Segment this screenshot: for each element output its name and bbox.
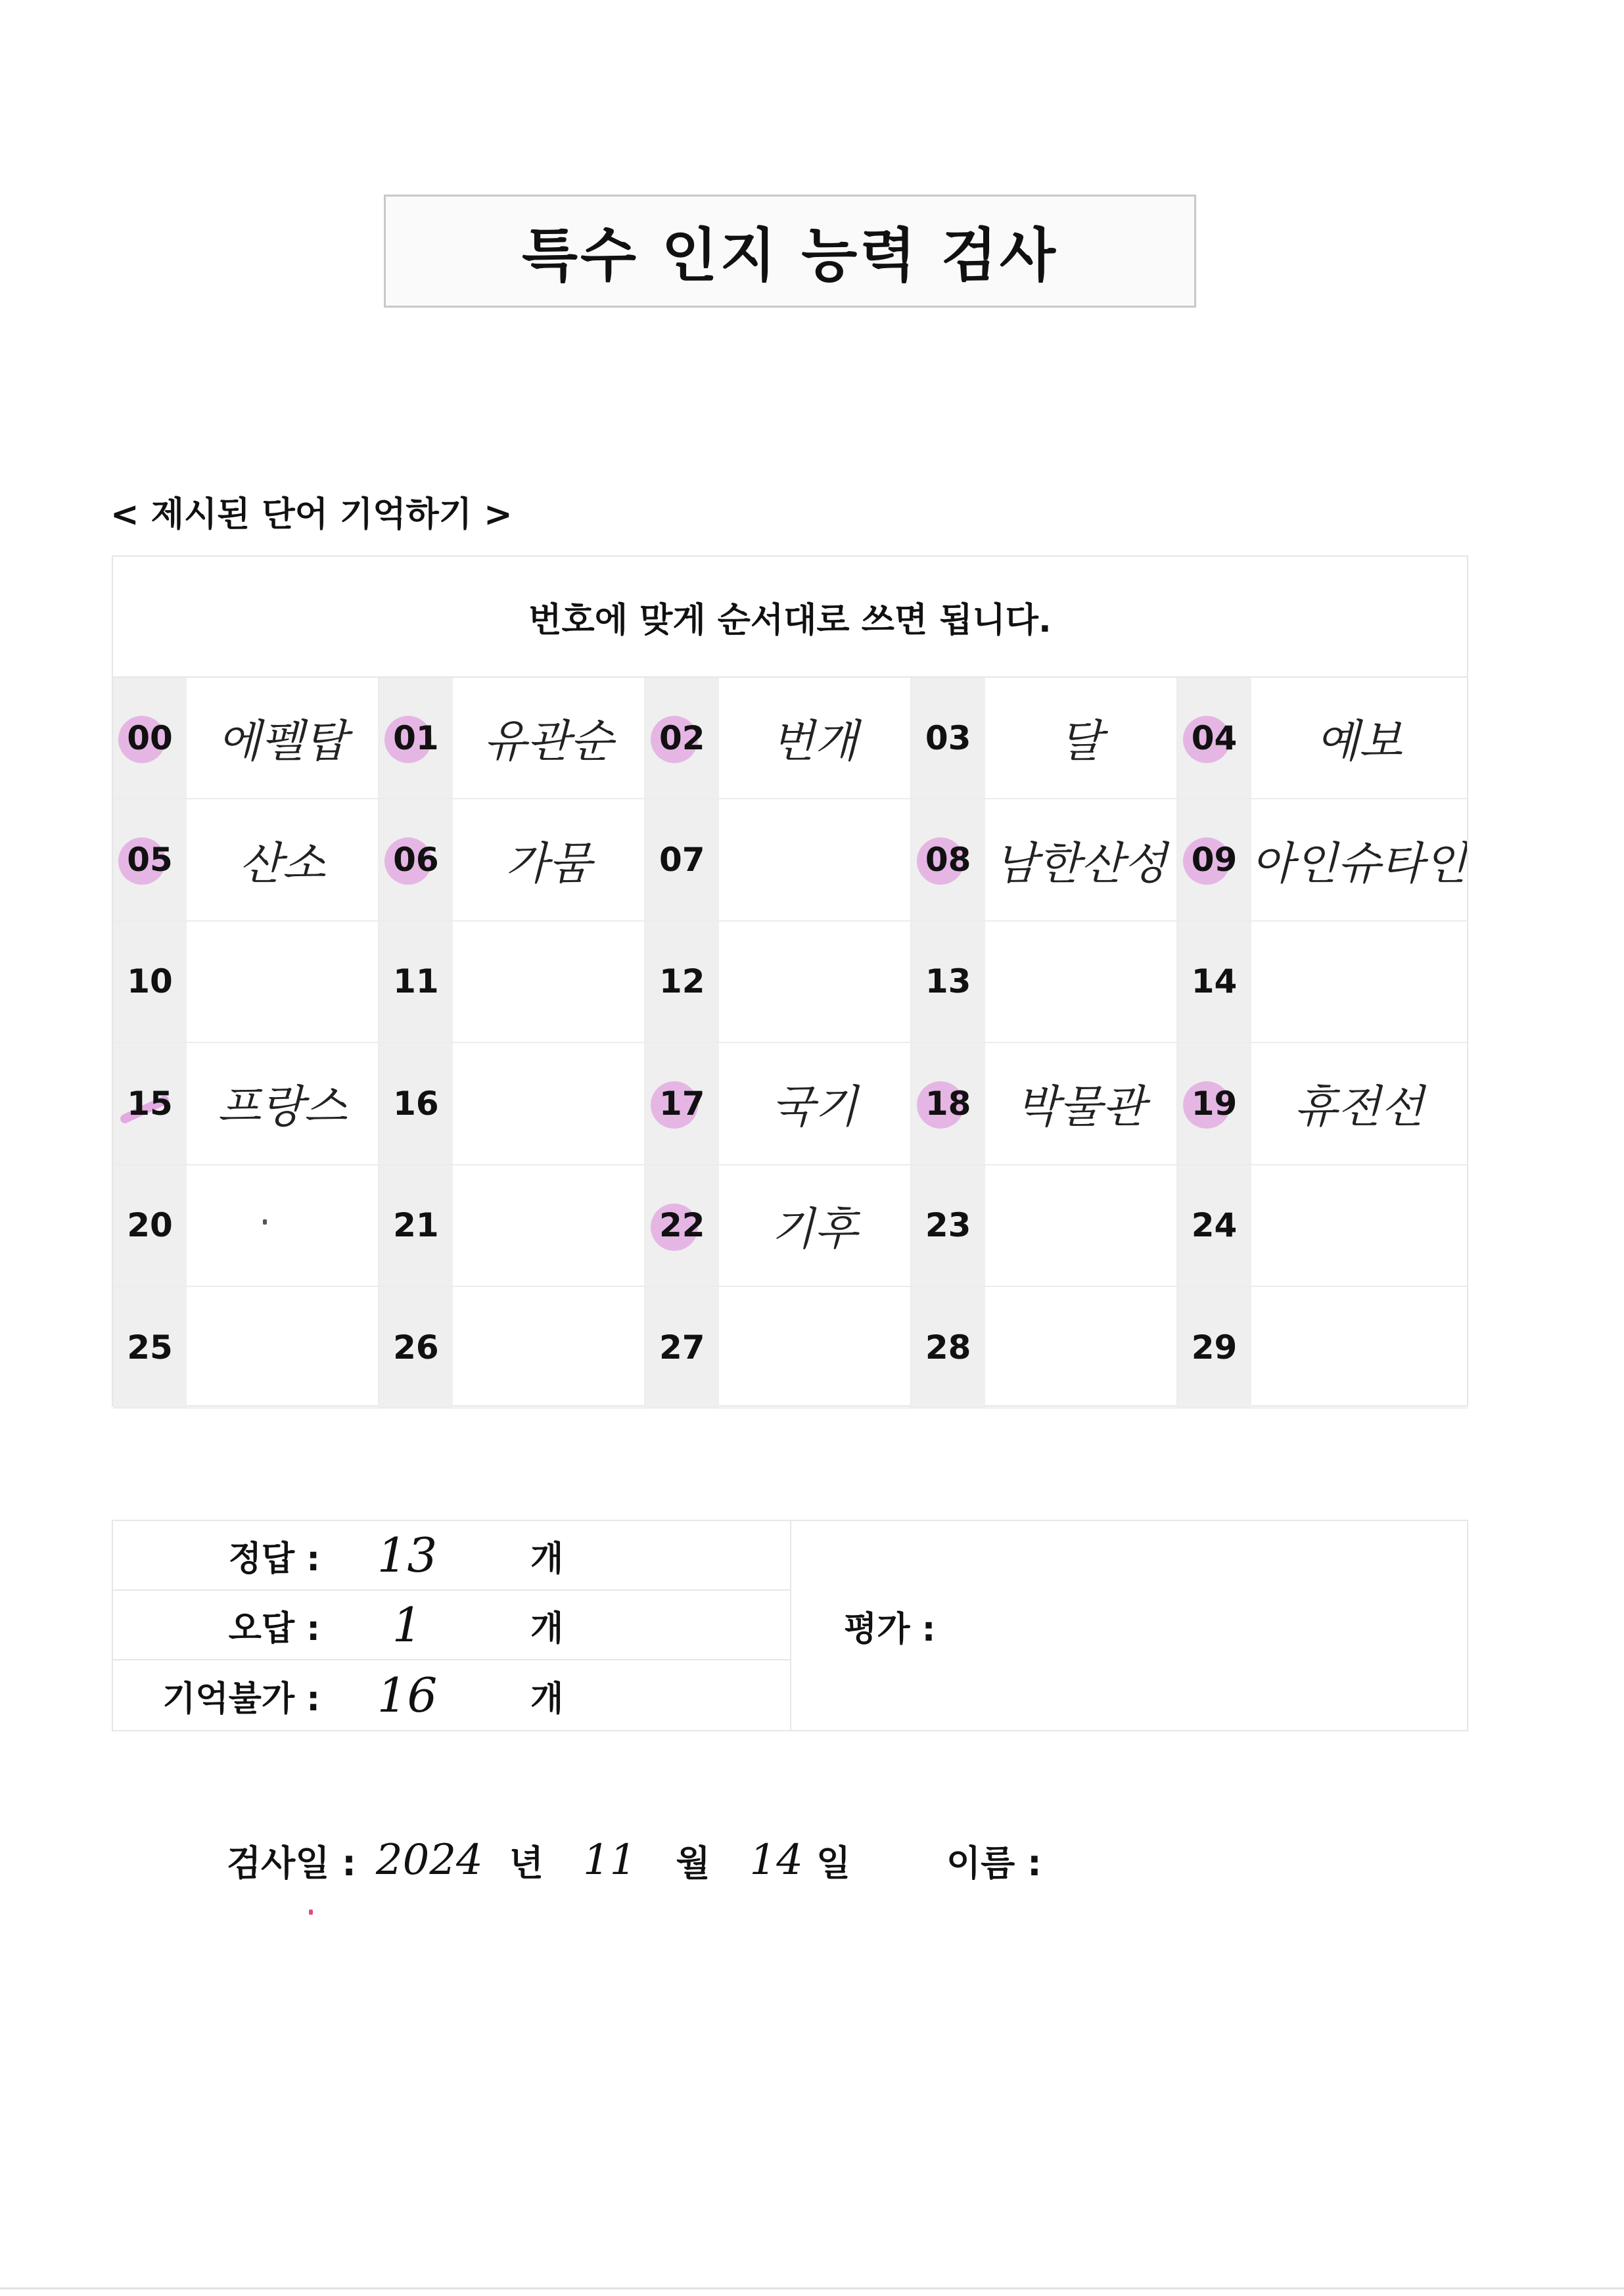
cell-number [645, 678, 719, 798]
wrong-unit: 개 [530, 1608, 564, 1649]
cell-answer[interactable]: 박물관 [1015, 1081, 1146, 1134]
word-cell [912, 1165, 1178, 1287]
word-cell [1178, 1043, 1467, 1165]
year-unit: 년 [509, 1842, 544, 1884]
cell-number-text: 25 [127, 1328, 173, 1367]
cell-answer[interactable] [187, 922, 378, 1042]
word-cell [1178, 1165, 1467, 1287]
wrong-value[interactable]: 1 [392, 1597, 423, 1652]
stray-dot [263, 1219, 267, 1225]
section-label: < 제시된 단어 기억하기 > [110, 495, 513, 534]
page-title: 특수 인지 능력 검사 [384, 195, 1196, 308]
cell-number [113, 678, 187, 798]
cell-answer[interactable] [1251, 1287, 1467, 1407]
word-cell [912, 678, 1178, 799]
cell-number-text: 29 [1191, 1328, 1238, 1367]
word-grid [113, 678, 1467, 1409]
correct-value[interactable]: 13 [377, 1528, 438, 1583]
cell-number [379, 678, 453, 798]
cell-number [1178, 1043, 1251, 1163]
word-cell [379, 678, 645, 799]
cell-answer[interactable] [719, 799, 910, 920]
wrong-label: 오답 : [228, 1608, 320, 1649]
date-day[interactable]: 14 [749, 1836, 803, 1885]
cell-number [912, 1165, 985, 1286]
cell-number [912, 1043, 985, 1163]
forgot-unit: 개 [530, 1679, 564, 1719]
date-label: 검사일 : [227, 1842, 356, 1884]
score-table [112, 1520, 1468, 1731]
cell-number [1178, 922, 1251, 1042]
word-cell [113, 1043, 379, 1165]
cell-number-text: 13 [925, 962, 971, 1001]
cell-number [379, 922, 453, 1042]
cell-answer[interactable] [719, 1287, 910, 1407]
cell-answer[interactable] [453, 1043, 644, 1163]
cell-answer[interactable]: 기후 [771, 1203, 858, 1255]
cell-number [645, 1287, 719, 1407]
word-cell [912, 1287, 1178, 1409]
word-cell [912, 922, 1178, 1043]
evaluation-field[interactable] [791, 1521, 1467, 1730]
cell-number-text: 15 [127, 1084, 173, 1123]
wrong-row [113, 1591, 790, 1660]
cell-answer[interactable] [985, 922, 1176, 1042]
cell-number-text: 00 [127, 718, 173, 757]
cell-answer[interactable]: 산소 [239, 837, 326, 890]
cell-answer[interactable] [1251, 1165, 1467, 1286]
word-cell [113, 799, 379, 921]
cell-answer[interactable]: 프랑스 [217, 1081, 347, 1134]
cell-number-text: 10 [127, 962, 173, 1001]
word-cell [645, 1165, 912, 1287]
cell-answer[interactable]: 번개 [771, 716, 858, 768]
cell-answer[interactable] [187, 1287, 378, 1407]
word-cell [645, 1043, 912, 1165]
cell-number-text: 02 [659, 718, 705, 757]
cell-number-text: 01 [393, 718, 439, 757]
cell-number [912, 799, 985, 920]
cell-answer[interactable] [985, 1287, 1176, 1407]
cell-number [912, 922, 985, 1042]
word-cell [379, 1043, 645, 1165]
word-cell [645, 799, 912, 921]
cell-number [912, 1287, 985, 1407]
correct-row [113, 1521, 790, 1591]
name-field[interactable] [946, 1827, 1042, 1893]
cell-number [645, 922, 719, 1042]
cell-number [113, 922, 187, 1042]
cell-number [113, 799, 187, 920]
cell-number-text: 05 [127, 841, 173, 879]
cell-number-text: 20 [127, 1206, 173, 1245]
cell-number-text: 23 [925, 1206, 971, 1245]
score-counts [113, 1521, 791, 1730]
cell-number-text: 24 [1191, 1206, 1238, 1245]
test-date-line [227, 1827, 850, 1893]
cell-number [645, 799, 719, 920]
word-cell [912, 1043, 1178, 1165]
word-cell [113, 922, 379, 1043]
cell-answer[interactable] [453, 1165, 644, 1286]
cell-answer[interactable]: 국기 [771, 1081, 858, 1134]
cell-number-text: 26 [393, 1328, 439, 1367]
word-memory-table [112, 555, 1468, 1407]
cell-answer[interactable]: 아인슈타인 [1251, 837, 1467, 890]
name-label: 이름 : [946, 1842, 1042, 1884]
cell-number [1178, 1287, 1251, 1407]
cell-number [1178, 678, 1251, 798]
cell-number-text: 06 [393, 841, 439, 879]
cell-answer[interactable] [453, 1287, 644, 1407]
cell-number [379, 1165, 453, 1286]
cell-number-text: 22 [659, 1206, 705, 1245]
cell-number [912, 678, 985, 798]
cell-number-text: 19 [1191, 1084, 1238, 1123]
cell-number [113, 1165, 187, 1286]
word-cell [912, 799, 1178, 921]
cell-number-text: 17 [659, 1084, 705, 1123]
word-cell [379, 1287, 645, 1409]
cell-number-text: 18 [925, 1084, 971, 1123]
word-cell [113, 1287, 379, 1409]
forgot-row [113, 1660, 790, 1730]
cell-number-text: 04 [1191, 718, 1238, 757]
scan-edge-line [0, 2287, 1624, 2289]
cell-number-text: 21 [393, 1206, 439, 1245]
cell-number [379, 1043, 453, 1163]
forgot-value[interactable]: 16 [377, 1668, 438, 1723]
cell-number-text: 11 [393, 962, 439, 1001]
cell-answer[interactable]: 예보 [1316, 716, 1403, 768]
word-cell [645, 922, 912, 1043]
cell-answer[interactable] [1251, 922, 1467, 1042]
cell-number-text: 03 [925, 718, 971, 757]
cell-number [1178, 1165, 1251, 1286]
date-month[interactable]: 11 [582, 1836, 637, 1885]
correct-unit: 개 [530, 1539, 564, 1579]
forgot-label: 기억불가 : [162, 1679, 320, 1719]
cell-number-text: 28 [925, 1328, 971, 1367]
cell-number-text: 09 [1191, 841, 1238, 879]
cell-answer[interactable] [985, 1165, 1176, 1286]
month-unit: 월 [676, 1842, 710, 1884]
cell-number [645, 1043, 719, 1163]
instruction-text: 번호에 맞게 순서대로 쓰면 됩니다. [113, 557, 1467, 678]
cell-answer[interactable] [719, 922, 910, 1042]
cell-answer[interactable]: 가뭄 [505, 837, 592, 890]
cell-number [113, 1043, 187, 1163]
cell-number-text: 16 [393, 1084, 439, 1123]
word-cell [645, 678, 912, 799]
cell-number-text: 08 [925, 841, 971, 879]
word-cell [1178, 922, 1467, 1043]
cell-answer[interactable]: 남한산성 [994, 837, 1167, 890]
date-year[interactable]: 2024 [375, 1836, 483, 1885]
cell-number [645, 1165, 719, 1286]
word-cell [379, 1165, 645, 1287]
cell-answer[interactable]: 유관순 [483, 716, 613, 768]
cell-number-text: 07 [659, 841, 705, 879]
evaluation-label: 평가 : [844, 1609, 936, 1649]
cell-number [379, 1287, 453, 1407]
word-cell [379, 922, 645, 1043]
cell-number [113, 1287, 187, 1407]
cell-number [379, 799, 453, 920]
cell-answer[interactable]: 휴전선 [1294, 1081, 1424, 1134]
correct-label: 정답 : [228, 1539, 320, 1579]
cell-number-text: 14 [1191, 962, 1238, 1001]
cell-number [1178, 799, 1251, 920]
cell-answer[interactable]: 달 [1059, 716, 1102, 768]
word-cell [113, 678, 379, 799]
cell-number-text: 12 [659, 962, 705, 1001]
word-cell [113, 1165, 379, 1287]
word-cell [1178, 1287, 1467, 1409]
cell-number-text: 27 [659, 1328, 705, 1367]
word-cell [1178, 799, 1467, 921]
word-cell [379, 799, 645, 921]
word-cell [645, 1287, 912, 1409]
cell-answer[interactable] [187, 1165, 378, 1286]
cell-answer[interactable] [453, 922, 644, 1042]
ink-dot [309, 1909, 313, 1915]
cell-answer[interactable]: 에펠탑 [217, 716, 347, 768]
day-unit: 일 [816, 1842, 851, 1884]
word-cell [1178, 678, 1467, 799]
